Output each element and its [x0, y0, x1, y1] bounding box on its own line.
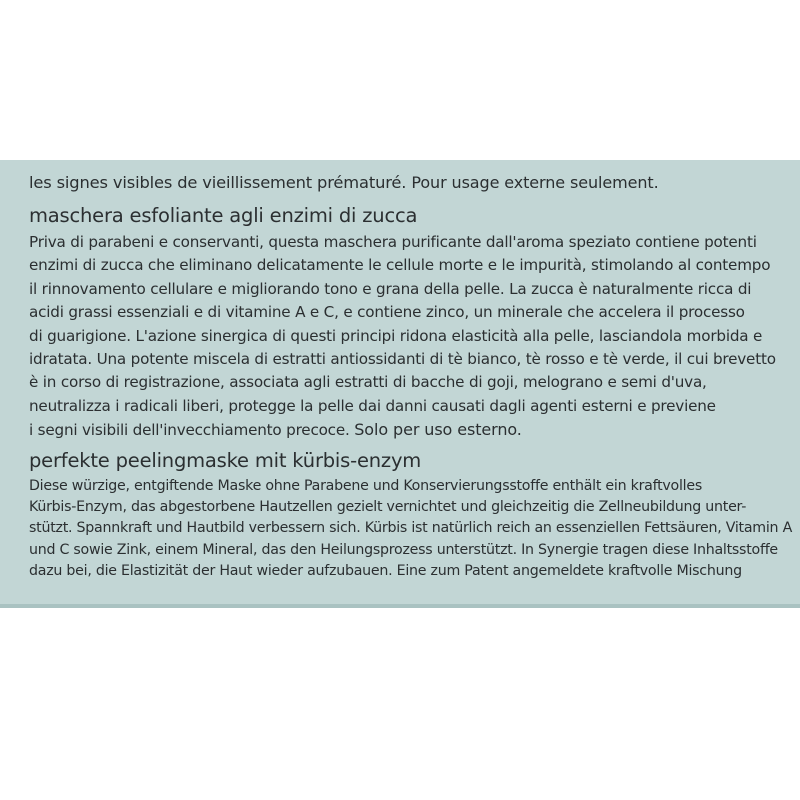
german-line: dazu bei, die Elastizität der Haut wieder aufzubauen. Eine zum Patent angemeldete kraftvolle Mischung — [29, 563, 742, 580]
italian-line: neutralizza i radicali liberi, protegge la pelle dai danni causati dagli agenti esterni e previene — [29, 396, 716, 415]
german-line: und C sowie Zink, einem Mineral, das den Heilungsprozess unterstützt. In Synergie tragen diese Inhaltsstoffe — [29, 541, 778, 558]
italian-description — [29, 231, 781, 443]
german-title: perfekte peelingmaske mit kürbis-enzym — [29, 448, 422, 472]
french-closing-line — [29, 172, 781, 194]
italian-last-text: i segni visibili dell'invecchiamento precoce. — [29, 421, 350, 440]
italian-line: idratata. Una potente miscela di estratti antiossidanti di tè bianco, tè rosso e tè verde, il cui brevetto — [29, 350, 776, 369]
italian-external-use: Solo per uso esterno. — [354, 420, 522, 440]
label-text-block — [29, 172, 793, 583]
italian-line: Priva di parabeni e conservanti, questa maschera purificante dall'aroma speziato contiene potenti — [29, 233, 757, 251]
italian-line: acidi grassi essenziali e di vitamine A e C, e contiene zinco, un minerale che accelera il processo — [29, 303, 745, 322]
italian-line: è in corso di registrazione, associata agli estratti di bacche di goji, melograno e semi d'uva, — [29, 373, 707, 392]
german-line: Kürbis-Enzym, das abgestorbene Hautzellen gezielt vernichtet und gleichzeitig die Zellneubildung unter- — [29, 499, 747, 516]
french-external-use: Pour usage externe seulement. — [411, 173, 659, 192]
german-line: Diese würzige, entgiftende Maske ohne Parabene und Konservierungsstoffe enthält ein kraftvolles — [29, 477, 702, 494]
panel-bottom-edge — [0, 604, 800, 608]
italian-line: il rinnovamento cellulare e migliorando tono e grana della pelle. La zucca è naturalmente ricca di — [29, 279, 752, 298]
french-text: les signes visibles de vieillissement prématuré. — [29, 173, 407, 192]
italian-last-line — [29, 418, 781, 442]
german-description — [29, 476, 793, 583]
italian-line: enzimi di zucca che eliminano delicatamente le cellule morte e le impurità, stimolando al contempo — [29, 256, 771, 275]
italian-line: di guarigione. L'azione sinergica di questi principi ridona elasticità alla pelle, lasciandola morbida e — [29, 326, 763, 345]
italian-title: maschera esfoliante agli enzimi di zucca — [29, 204, 418, 227]
german-line: stützt. Spannkraft und Hautbild verbessern sich. Kürbis ist natürlich reich an essenziellen Fettsäuren, Vitamin A — [29, 520, 793, 537]
